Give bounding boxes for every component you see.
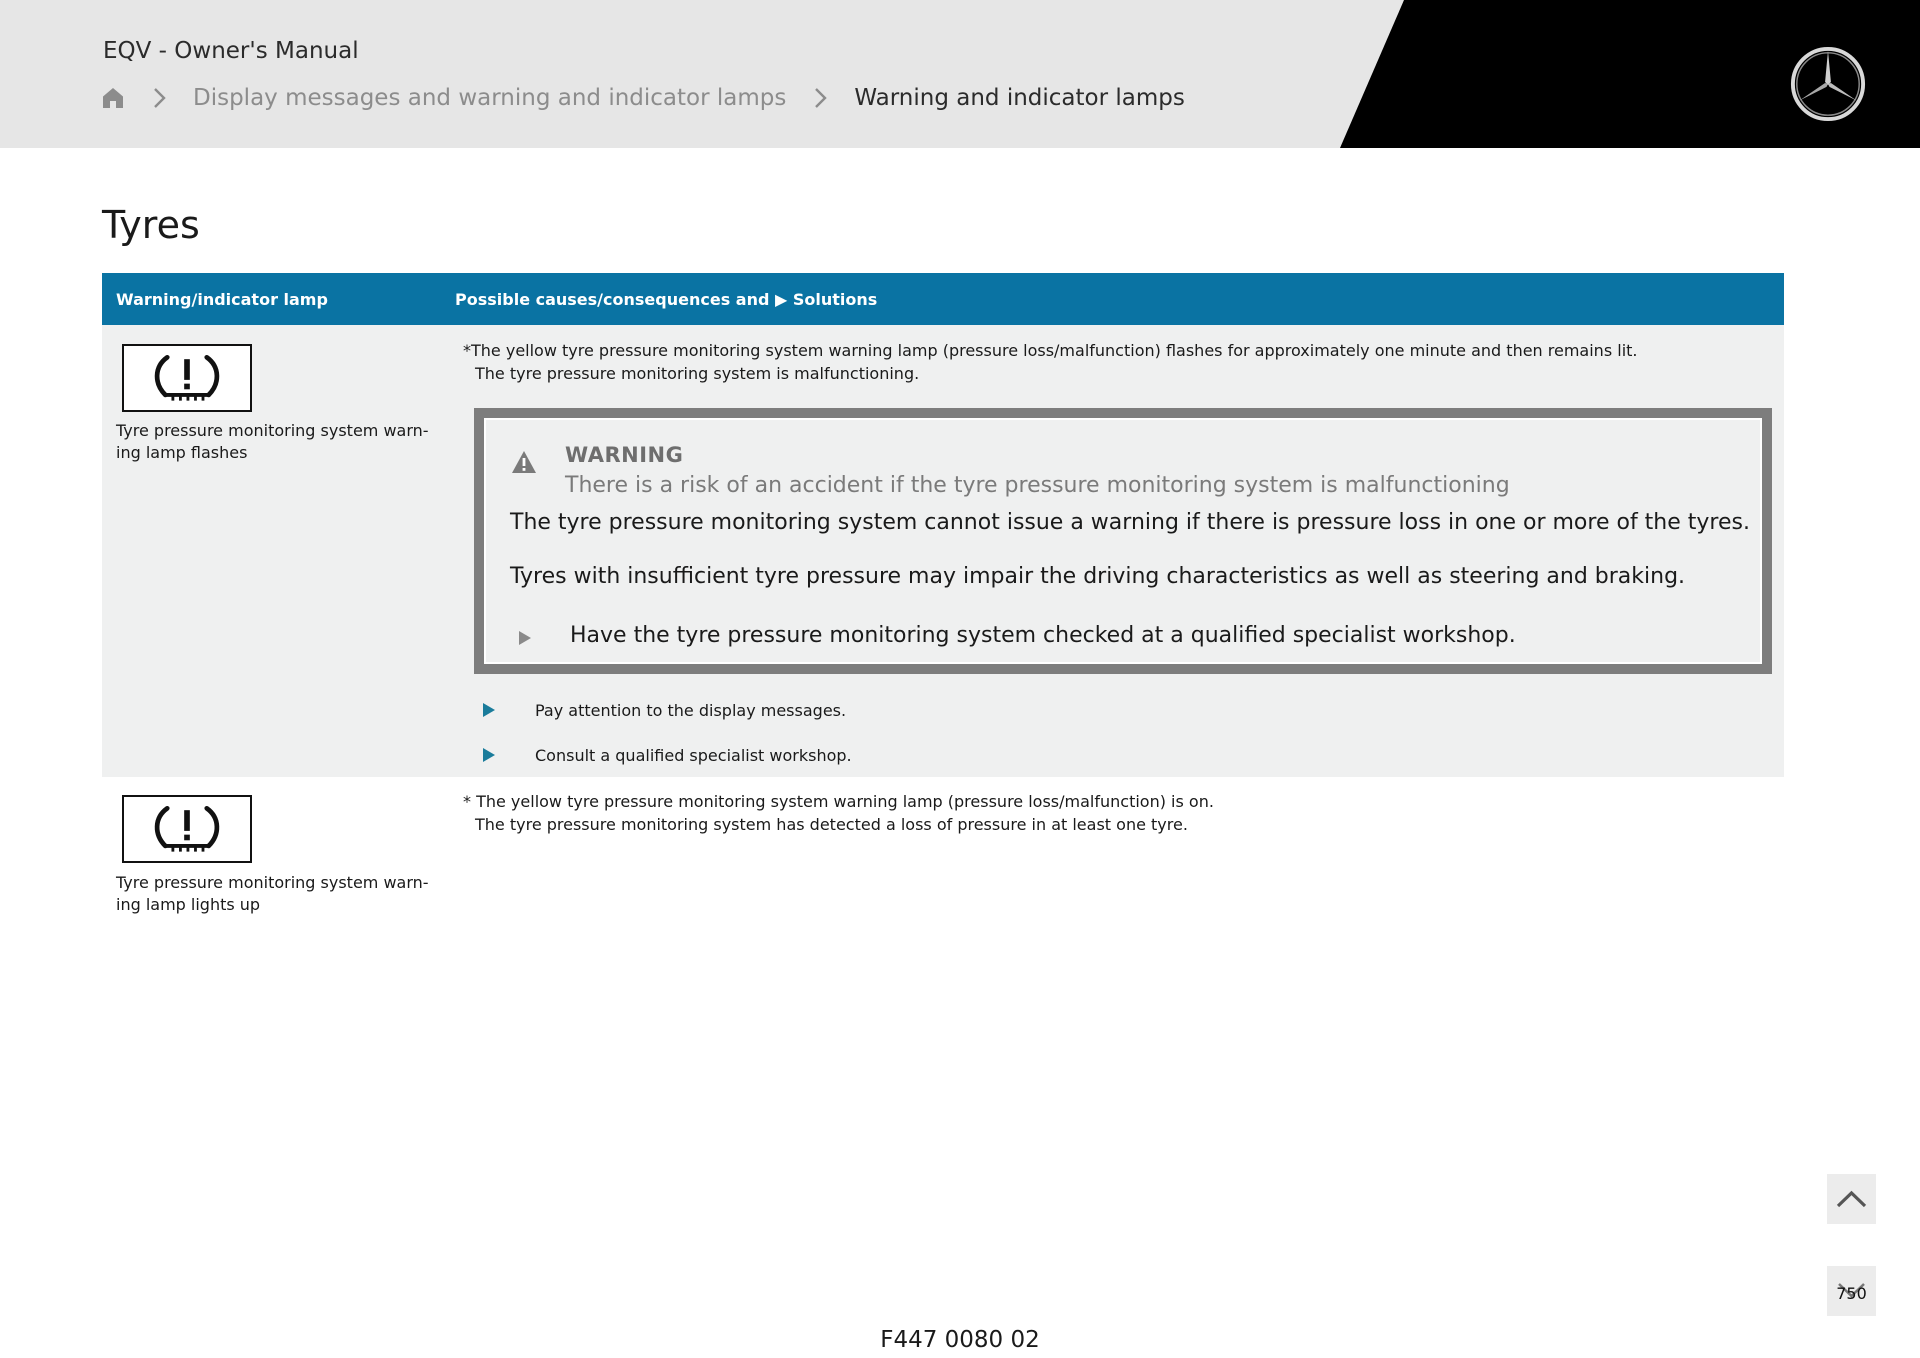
- warning-paragraph: Tyres with insufficient tyre pressure may impair the driving characteristics as well as steering and braking.: [510, 564, 1686, 589]
- column-header-causes: Possible causes/consequences and ▶ Solutions: [455, 290, 878, 309]
- document-title: EQV - Owner's Manual: [103, 38, 359, 64]
- warning-triangle-icon: [511, 450, 537, 474]
- play-triangle-icon: [518, 630, 532, 646]
- lamp-label: Tyre pressure monitoring system warn- ing lamp flashes: [116, 421, 429, 462]
- page-title: Tyres: [102, 203, 200, 247]
- play-triangle-icon: [482, 747, 496, 763]
- table-header: [102, 273, 1784, 325]
- warning-box: [474, 408, 1772, 674]
- solution-item: Pay attention to the display messages.: [482, 698, 496, 722]
- page-number: 750: [1836, 1283, 1867, 1303]
- cause-text: *The yellow tyre pressure monitoring system warning lamp (pressure loss/malfunction) flashes for approximately one minute and then remains lit. The tyre pressure monitoring system is malfunctioning.: [463, 341, 1638, 383]
- play-triangle-icon: [482, 702, 496, 718]
- scroll-up-button[interactable]: [1827, 1174, 1876, 1224]
- home-icon[interactable]: [101, 86, 125, 110]
- tyre-pressure-warning-icon: [122, 795, 252, 863]
- warning-action: Have the tyre pressure monitoring system checked at a qualified specialist workshop.: [570, 623, 1516, 648]
- chevron-right-icon: [147, 86, 171, 110]
- column-header-lamp: Warning/indicator lamp: [116, 290, 328, 309]
- page-header: [0, 0, 1920, 148]
- solution-item: Consult a qualified specialist workshop.: [482, 743, 496, 767]
- warning-subtitle: There is a risk of an accident if the tyre pressure monitoring system is malfunctioning: [565, 473, 1510, 498]
- tyre-pressure-warning-icon: [122, 344, 252, 412]
- chevron-up-icon: [1827, 1174, 1876, 1224]
- cause-text: * The yellow tyre pressure monitoring system warning lamp (pressure loss/malfunction) is on. The tyre pressure monitoring system has detected a loss of pressure in at least one tyre.: [463, 792, 1214, 834]
- warning-lamp-table: [102, 273, 1784, 937]
- chevron-right-icon: [808, 86, 832, 110]
- breadcrumb: [101, 80, 1185, 116]
- breadcrumb-link-display-messages[interactable]: Display messages and warning and indicator lamps: [193, 85, 787, 111]
- table-row: [102, 325, 1784, 777]
- lamp-label: Tyre pressure monitoring system warn- ing lamp lights up: [116, 873, 429, 914]
- table-row: [102, 777, 1784, 937]
- breadcrumb-current: Warning and indicator lamps: [854, 85, 1185, 111]
- warning-title: WARNING: [565, 443, 684, 467]
- warning-paragraph: The tyre pressure monitoring system cannot issue a warning if there is pressure loss in one or more of the tyres.: [510, 510, 1750, 535]
- mercedes-star-logo: [1789, 45, 1867, 123]
- page-number-button[interactable]: [1827, 1266, 1876, 1316]
- document-code: F447 0080 02: [880, 1327, 1040, 1353]
